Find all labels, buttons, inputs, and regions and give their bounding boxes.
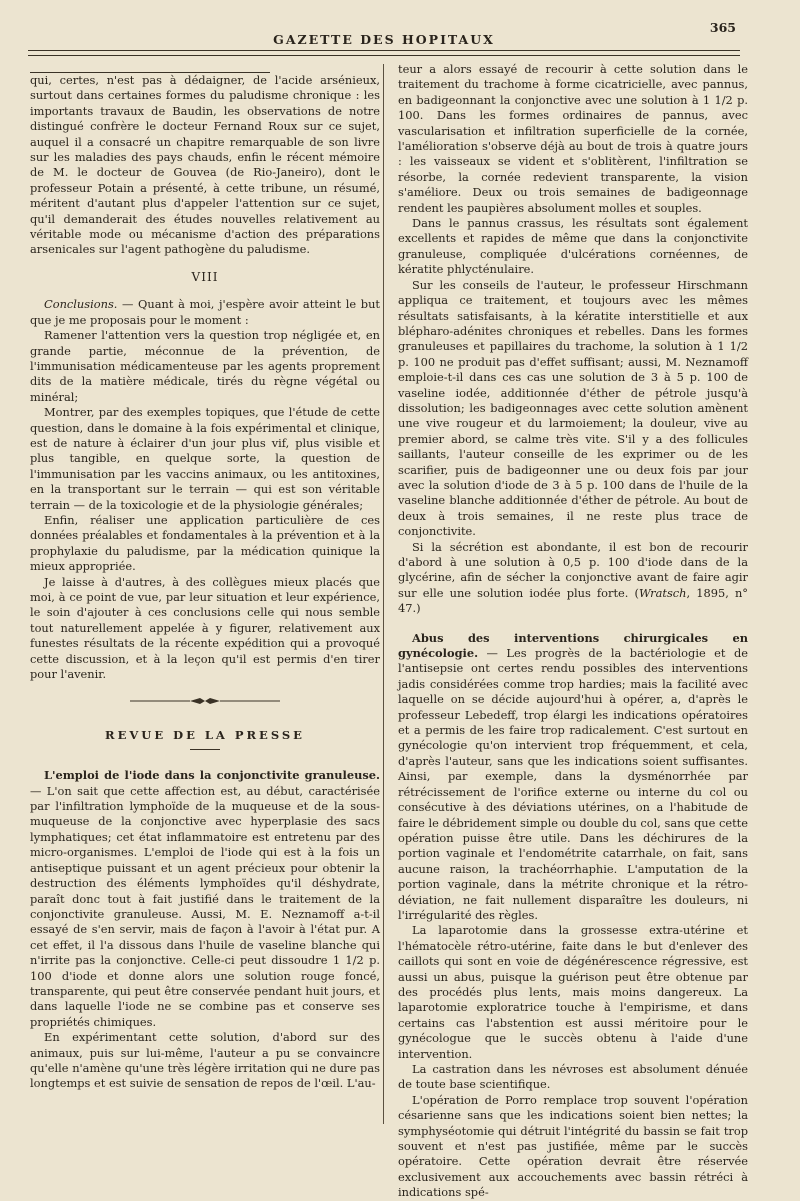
left-column: [30, 70, 380, 1092]
ornament-rule-icon: [130, 697, 280, 705]
left-paragraph-1: qui, certes, n'est pas à dédaigner, de l'acide arsénieux, surtout dans certaines formes du paludisme chronique : les importants travaux de Baudin, les observations de notre distingué confrère le docteur Fernand Roux sur ce sujet, auquel il a consacré un chapitre remarquable de son livre sur les maladies des pays chauds, enfin le récent mémoire de M. le docteur de Gouvea (de Rio-Janeiro), dont le professeur Potain a présenté, à cette tribune, un résumé, méritent d'autant plus d'appeler l'attention sur ce sujet, qu'il demanderait des études nouvelles relativement au véritable mode ou mécanisme d'action des préparations arsenicales sur l'agent pathogène du paludisme.: [30, 73, 380, 257]
left-paragraph-2: Ramener l'attention vers la question trop négligée et, en grande partie, méconnue de la prévention, de l'immunisation médicamenteuse par les agents proprement dits de la matière médicale, tirés du règne végétal ou minéral;: [30, 328, 380, 404]
column-divider: [383, 64, 384, 1124]
header-rule: [28, 50, 740, 56]
article-gap: [398, 617, 748, 631]
article-gynecologie-title: Abus des interventions chirurgicales en gynécologie.: [398, 630, 748, 661]
page-number: 365: [709, 20, 736, 35]
article-gynecologie: [398, 631, 748, 924]
ornament-divider: [30, 694, 380, 709]
conclusions-text: — Quant à moi, j'espère avoir atteint le but que je me proposais pour le moment :: [30, 297, 380, 327]
article-gynecologie-text: — Les progrès de la bactériologie et de l'antisepsie ont certes rendu possibles des interventions jadis considérées comme trop hardies; mais la facilité avec laquelle on se décide aujourd'hui à opérer, a, d'après le professeur Lebedeff, trop élargi les indications opératoires et a permis de les faire trop radicalement. C'est surtout en gynécologie qu'on intervient trop fréquemment, et cela, d'après l'auteur, sans que les indications soient suffisantes. Ainsi, par exemple, dans la dysménorrhée par rétrécissement de l'orifice externe ou interne du col ou consécutive à des déviations utérines, on a l'habitude de faire le débridement simple ou double du col, sans que cette opération puisse être utile. Dans les déchirures de la portion vaginale et l'endométrite catarrhale, on fait, sans aucune raison, la trachéorrhaphie. L'amputation de la portion vaginale, dans la métrite chronique et la rétro-déviation, ne fait nullement disparaître les douleurs, ni l'irrégularité des règles.: [398, 646, 748, 922]
left-paragraph-4: Enfin, réaliser une application particulière de ces données préalables et fondamentales à la prévention et à la prophylaxie du paludisme, par la médication quinique la mieux appropriée.: [30, 512, 380, 574]
article-iode-text: — L'on sait que cette affection est, au début, caractérisée par l'infiltration lymphoïde de la muqueuse et de la sous-muqueuse de la conjonctive avec hyperplasie des sacs lymphatiques; cet état inflammatoire est entretenu par des micro-organismes. L'emploi de l'iode qui est à la fois un antiseptique puissant et un agent précieux pour obtenir la destruction des éléments lymphoïdes qu'il déshydrate, paraît donc tout à fait justifié dans le traitement de la conjonctivite granuleuse. Aussi, M. E. Neznamoff a-t-il essayé de s'en servir, mais de façon à l'avoir à l'état pur. A cet effet, il l'a dissous dans l'huile de vaseline blanche qui n'irrite pas la conjonctive. Celle-ci peut dissoudre 1 1/2 p. 100 d'iode et donne alors une solution rouge foncé, transparente, qui peut être conservée pendant huit jours, et dans laquelle l'iode ne se combine pas et conserve ses propriétés chimiques.: [30, 783, 380, 1029]
article-gynecologie-paragraph-4: L'opération de Porro remplace trop souvent l'opération césarienne sans que les indications soient bien nettes; la symphyséotomie qui détruit l'intégrité du bassin se fait trop souvent et n'est pas justifiée, même par le succès opératoire. Cette opération devrait être réservée exclusivement aux accouchements avec bassin rétréci à indications spé-: [398, 1092, 748, 1200]
right-paragraph-1: teur a alors essayé de recourir à cette solution dans le traitement du trachome à forme cicatricielle, avec pannus, en badigeonnant la conjonctive avec une solution à 1 1/2 p. 100. Dans les formes ordinaires de pannus, avec vascularisation et infiltration superficielle de la cornée, l'amélioration s'observe déjà au bout de trois à quatre jours : les vaisseaux se vident et s'oblitèrent, l'infiltration se résorbe, la cornée redevient transparente, la vision s'améliore. Deux ou trois semaines de badigeonnage rendent les paupières absolument molles et souples.: [398, 62, 748, 215]
right-paragraph-4-text: Si la sécrétion est abondante, il est bon de recourir d'abord à une solution à 0,5 p. 100 d'iode dans de la glycérine, afin de sécher la conjonctive avant de faire agir sur elle une solution iodée plus forte. (: [398, 539, 748, 600]
article-iode: [30, 768, 380, 1030]
article-iode-paragraph-2: En expérimentant cette solution, d'abord sur des animaux, puis sur lui-même, l'auteur a pu se convaincre qu'elle n'amène qu'une très légère irritation qui ne dure pas longtemps et est suivie de sensation de repos de l'œil. L'au-: [30, 1030, 380, 1091]
source-citation: Wratsch: [638, 585, 687, 600]
right-paragraph-2: Dans le pannus crassus, les résultats sont également excellents et rapides de même que dans la conjonctivite granuleuse, compliquée d'ulcérations cornéennes, de kératite phlycténulaire.: [398, 216, 748, 277]
section-title-revue: REVUE DE LA PRESSE: [105, 727, 305, 742]
right-paragraph-3: Sur les conseils de l'auteur, le professeur Hirschmann appliqua ce traitement, et toujours avec les mêmes résultats satisfaisants, à la kératite interstitielle et aux blépharo-adénites chroniques et rebelles. Dans les formes granuleuses et papillaires du trachome, la solution à 1 1/2 p. 100 ne produit pas d'effet suffisant; aussi, M. Neznamoff emploie-t-il dans ces cas une solution de 3 à 5 p. 100 de vaseline iodée, additionnée d'éther de pétrole jusqu'à dissolution; les badigeonnages avec cette solution amènent une vive rougeur et du larmoiement; la douleur, vive au premier abord, se calme très vite. S'il y a des follicules saillants, l'auteur conseille de les exprimer ou de les scarifier, puis de badigeonner une ou deux fois par jour avec la solution d'iode de 3 à 5 p. 100 dans de l'huile de la vaseline blanche additionnée d'éther de pétrole. Au bout de deux à trois semaines, il ne reste plus trace de conjonctivite.: [398, 277, 748, 539]
left-paragraph-5: Je laisse à d'autres, à des collègues mieux placés que moi, à ce point de vue, par leur situation et leur expérience, le soin d'ajouter à ces conclusions celle qui nous semble tout naturellement appelée à y figurer, relativement aux funestes résultats de la récente expédition qui a provoqué cette discussion, et à la leçon qu'il est permis d'en tirer pour l'avenir.: [30, 574, 380, 682]
section-title-rule: [190, 749, 220, 750]
journal-title: GAZETTE DES HOPITAUX: [273, 32, 495, 47]
right-column: [398, 62, 748, 1201]
right-paragraph-4: [398, 540, 748, 617]
section-number: VIII: [191, 269, 219, 284]
article-iode-title: L'emploi de l'iode dans la conjonctivite granuleuse.: [44, 768, 380, 783]
left-paragraph-3: Montrer, par des exemples topiques, que l'étude de cette question, dans le domaine à la fois expérimental et clinique, est de nature à éclairer d'un jour plus vif, plus visible et plus tangible, en quelque sorte, la question de l'immunisation par les vaccins animaux, ou les antitoxines, en la transportant sur le terrain — qui est son véritable terrain — de la toxicologie et de la physiologie générales;: [30, 405, 380, 512]
article-gynecologie-paragraph-2: La laparotomie dans la grossesse extra-utérine et l'hématocèle rétro-utérine, faite dans le but d'enlever des caillots qui sont en voie de dégénérescence régressive, est aussi un abus, puisque la guérison peut être obtenue par des procédés plus lents, mais moins dangereux. La laparotomie exploratrice touche à l'empirisme, et dans certains cas l'abstention est aussi méritoire pour le gynécologue que le succès obtenu à l'aide d'une intervention.: [398, 923, 748, 1061]
page-header: [28, 18, 740, 54]
conclusions-paragraph: [30, 297, 380, 328]
article-gynecologie-paragraph-3: La castration dans les névroses est absolument dénuée de toute base scientifique.: [398, 1062, 748, 1092]
conclusions-label: Conclusions.: [44, 297, 118, 312]
citation-details: , 1895, n° 47.): [398, 585, 748, 616]
